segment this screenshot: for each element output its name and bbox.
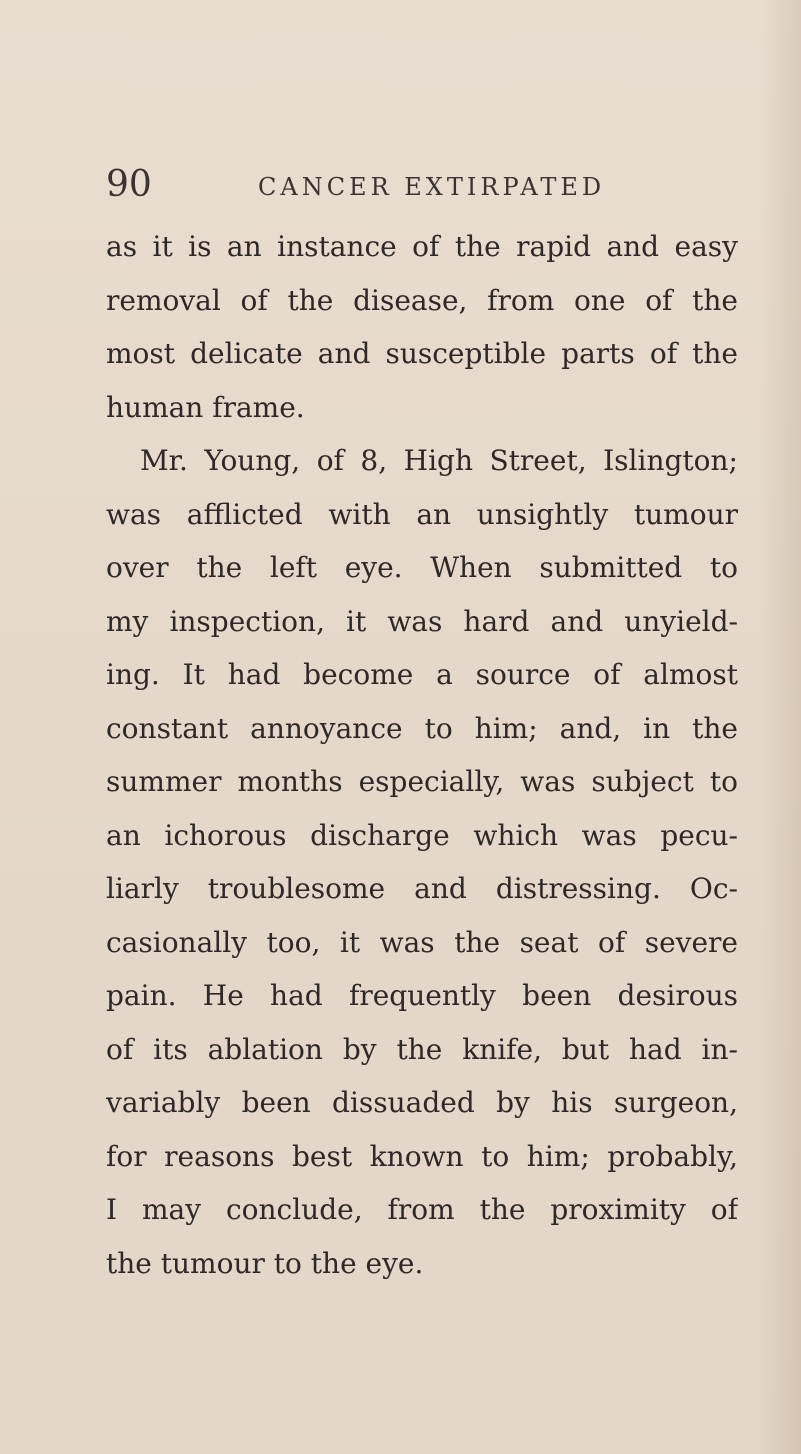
text-line: liarly troublesome and distressing. Oc-: [106, 872, 738, 905]
text-line: over the left eye. When submitted to: [106, 551, 738, 584]
text-line: removal of the disease, from one of the: [106, 283, 738, 317]
body-text: [106, 220, 738, 1290]
text-line: an ichorous discharge which was pecu-: [106, 818, 738, 852]
text-line: as it is an instance of the rapid and easy: [106, 230, 738, 263]
text-line: human frame.: [106, 390, 305, 424]
text-line: of its ablation by the knife, but had in-: [106, 1032, 738, 1066]
text-line: most delicate and susceptible parts of the: [106, 337, 738, 370]
text-line: my inspection, it was hard and unyield-: [106, 604, 738, 638]
text-line: Mr. Young, of 8, High Street, Islington;: [140, 444, 738, 477]
text-line: ing. It had become a source of almost: [106, 658, 738, 691]
text-line: the tumour to the eye.: [106, 1246, 424, 1280]
text-line: constant annoyance to him; and, in the: [106, 711, 738, 745]
text-line: pain. He had frequently been desirous: [106, 979, 738, 1012]
text-line: summer months especially, was subject to: [106, 765, 738, 798]
text-line: for reasons best known to him; probably,: [106, 1139, 738, 1173]
page-number: 90: [106, 164, 152, 205]
text-line: was afflicted with an unsightly tumour: [106, 497, 738, 531]
text-line: variably been dissuaded by his surgeon,: [106, 1086, 738, 1119]
text-line: casionally too, it was the seat of severe: [106, 925, 738, 959]
running-title: CANCER EXTIRPATED: [258, 173, 606, 201]
text-line: I may conclude, from the proximity of: [106, 1193, 738, 1226]
running-head: [106, 160, 746, 210]
